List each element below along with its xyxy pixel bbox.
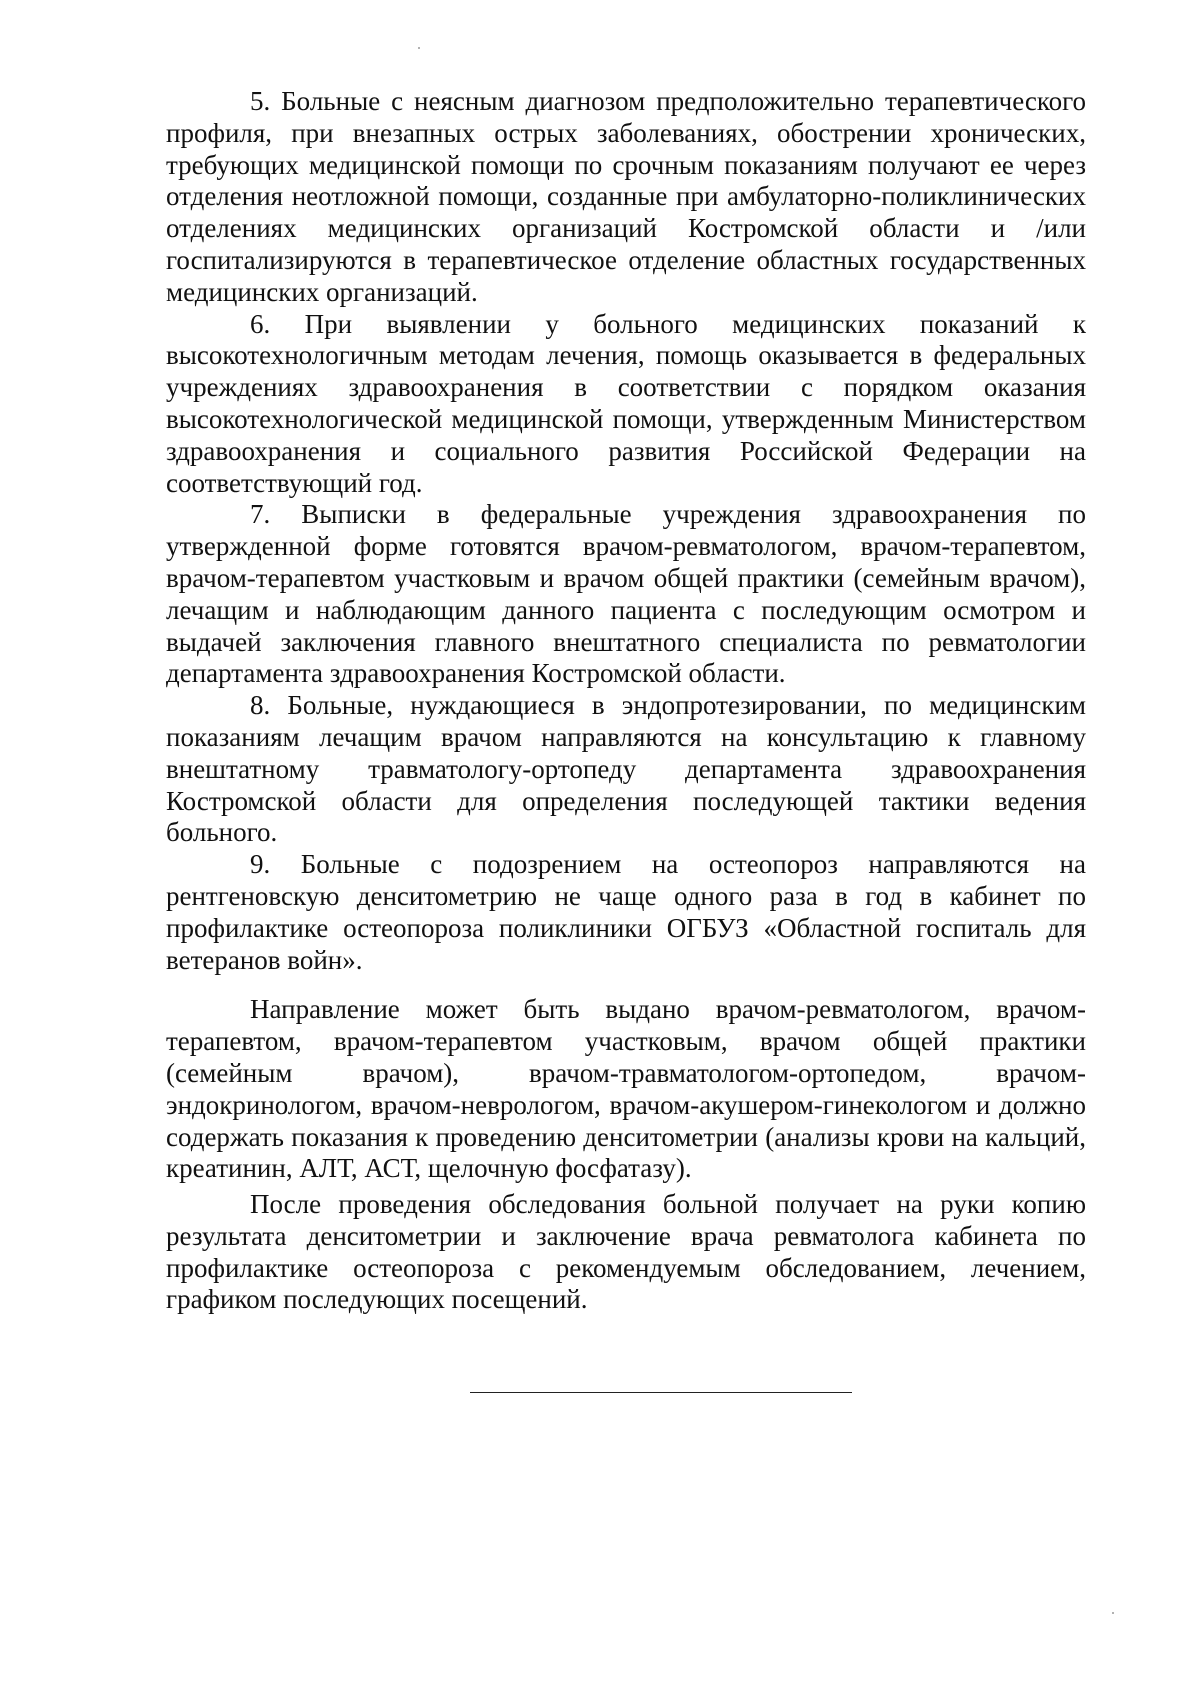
paragraph-6: 6. При выявлении у больного медицинских показаний к высокотехнологичным методам лечения, помощь оказывается в федеральных учреждениях здравоохранения в соответствии с порядком оказания высокотехнологической медицинской помощи, утвержденным Министерством здравоохранения и социального развития Российской Федерации на соответствующий год. [166,308,1086,498]
paragraph-after-exam: После проведения обследования больной получает на руки копию результата денситометрии и заключение врача ревматолога кабинета по профилактике остеопороза с рекомендуемым обследованием, лечением, графиком последующих посещений. [166,1189,1086,1315]
paragraph-9: 9. Больные с подозрением на остеопороз направляются на рентгеновскую денситометрию не чаще одного раза в год в кабинет по профилактике остеопороза поликлиники ОГБУЗ «Областной госпиталь для ветеранов войн». [166,849,1086,975]
scan-speck [1112,1612,1114,1614]
paragraph-7: 7. Выписки в федеральные учреждения здравоохранения по утвержденной форме готовятся врачом-ревматологом, врачом-терапевтом, врачом-терапевтом участковым и врачом общей практики (семейным врачом), лечащим и наблюдающим данного пациента с последующим осмотром и выдачей заключения главного внештатного специалиста по ревматологии департамента здравоохранения Костромской области. [166,499,1086,689]
paragraph-5: 5. Больные с неясным диагнозом предположительно терапевтического профиля, при внезапных острых заболеваниях, обострении хронических, требующих медицинской помощи по срочным показаниям получают ее через отделения неотложной помощи, созданные при амбулаторно-поликлинических отделениях медицинских организаций Костромской области и /или госпитализируются в терапевтическое отделение областных государственных медицинских организаций. [166,86,1086,307]
end-separator-line [470,1392,852,1393]
scan-speck [418,47,420,49]
document-body [166,86,1086,1316]
paragraph-referral: Направление может быть выдано врачом-ревматологом, врачом-терапевтом, врачом-терапевтом участковым, врачом общей практики (семейным врачом), врачом-травматологом-ортопедом, врачом-эндокринологом, врачом-неврологом, врачом-акушером-гинекологом и должно содержать показания к проведению денситометрии (анализы крови на кальций, креатинин, АЛТ, АСТ, щелочную фосфатазу). [166,994,1086,1184]
paragraph-8: 8. Больные, нуждающиеся в эндопротезировании, по медицинским показаниям лечащим врачом направляются на консультацию к главному внештатному травматологу-ортопеду департамента здравоохранения Костромской области для определения последующей тактики ведения больного. [166,690,1086,848]
